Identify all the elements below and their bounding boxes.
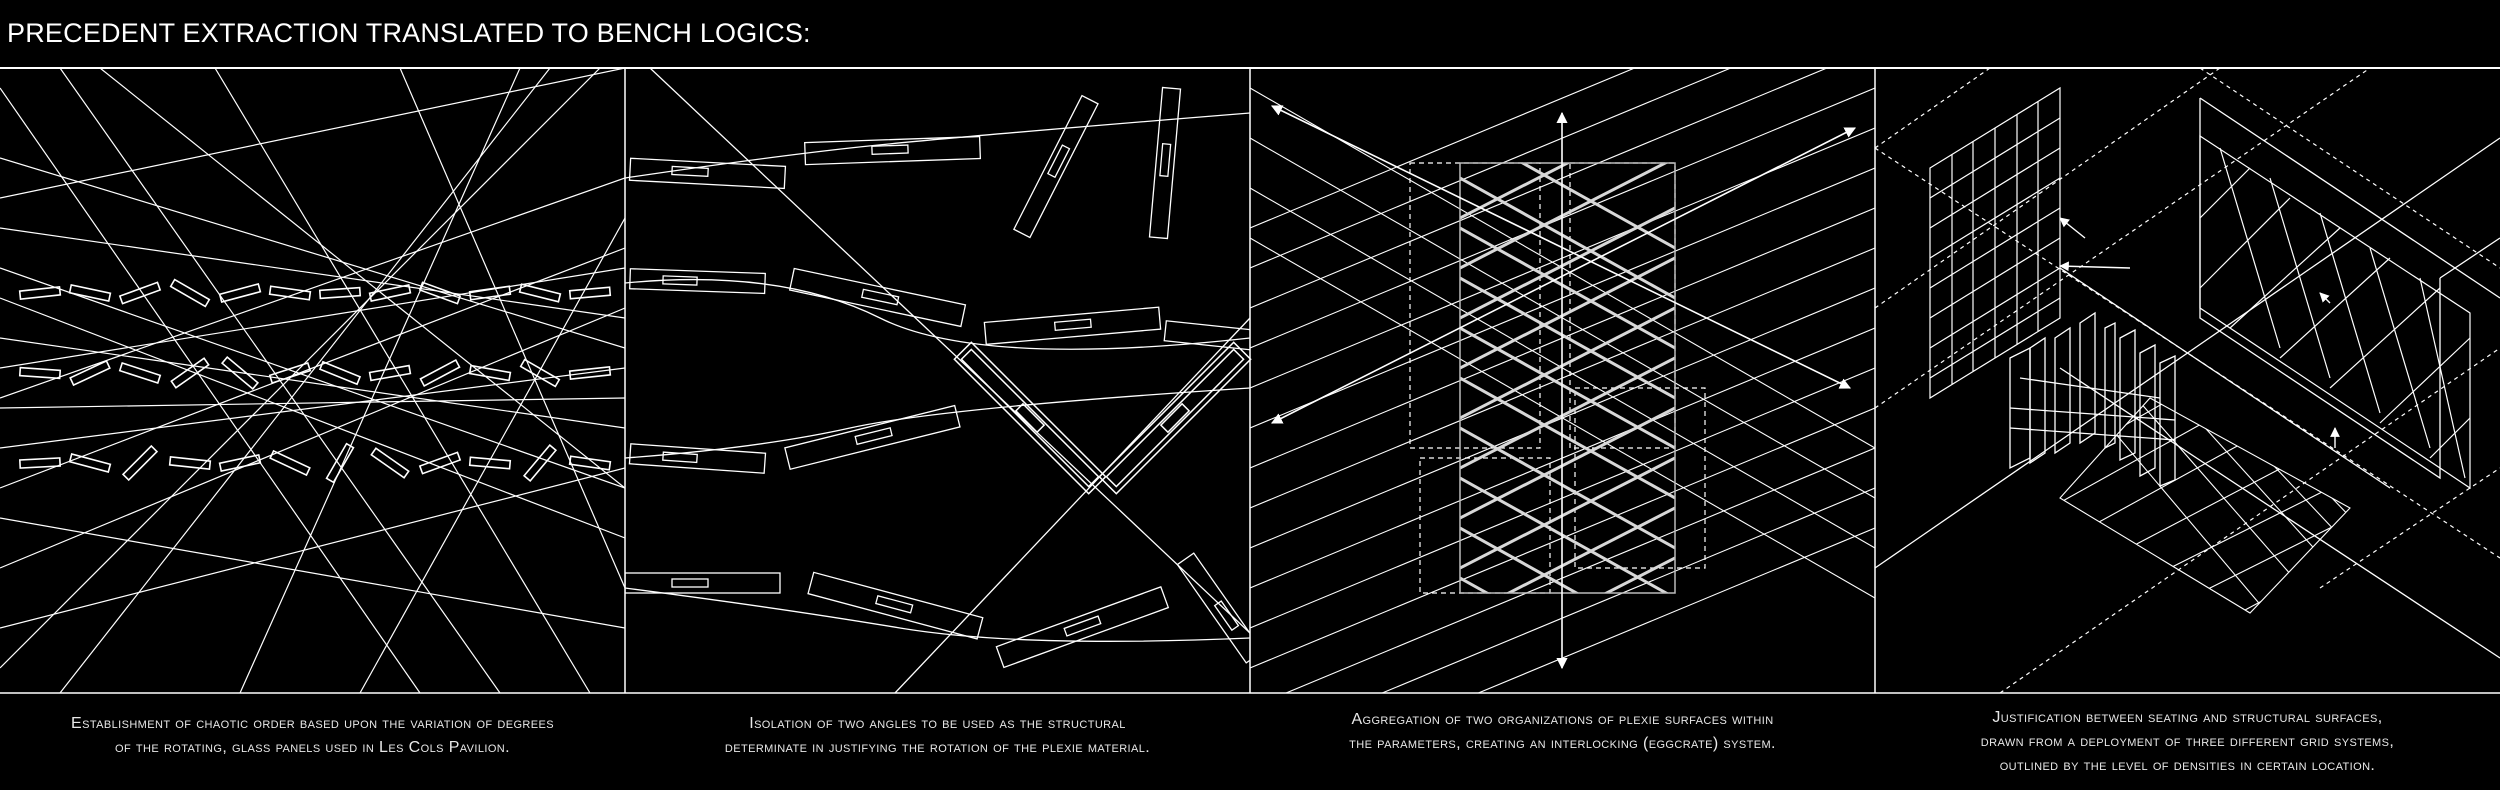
panel-4-isometric-frame	[1875, 98, 2500, 658]
panel-1-caption	[0, 712, 625, 760]
panel-3-caption	[1250, 708, 1875, 756]
panel-3-caption-line-2: the parameters, creating an interlocking (eggcrate) system.	[1349, 735, 1776, 752]
panel-4-floor-lattice	[2050, 368, 2380, 628]
panel-2-structure	[625, 68, 1263, 693]
page-title: PRECEDENT EXTRACTION TRANSLATED TO BENCH LOGICS:	[7, 18, 811, 48]
panel-1-caption-line-2: of the rotating, glass panels used in Les Cols Pavilion.	[114, 739, 510, 756]
panel-4-grid-wall	[1930, 88, 2060, 398]
panel-3-dashed-boxes	[1410, 163, 1705, 593]
panel-2-caption	[625, 712, 1250, 760]
panel-4-caption-line-2: drawn from a deployment of three different grid systems,	[1980, 733, 2395, 750]
panel-2-caption-line-1: Isolation of two angles to be used as the structural	[749, 715, 1126, 732]
panel-4-caption	[1875, 706, 2500, 778]
panel-4-caption-line-1: Justification between seating and structural surfaces,	[1992, 709, 2383, 726]
panel-3-caption-line-1: Aggregation of two organizations of plexie surfaces within	[1351, 711, 1774, 728]
diagram-panels	[0, 68, 2500, 698]
panel-1-chaotic-lines	[0, 68, 625, 693]
panel-4-seating-surfaces	[2010, 313, 2175, 486]
panel-2-caption-line-2: determinate in justifying the rotation of the plexie material.	[724, 739, 1151, 756]
panel-4-dashed-guides	[1875, 68, 2500, 693]
panel-1-caption-line-1: Establishment of chaotic order based upon the variation of degrees	[71, 715, 554, 732]
panel-3-eggcrate-grid	[1460, 108, 1675, 698]
panel-4-caption-line-3: outlined by the level of densities in certain location.	[1999, 757, 2376, 774]
